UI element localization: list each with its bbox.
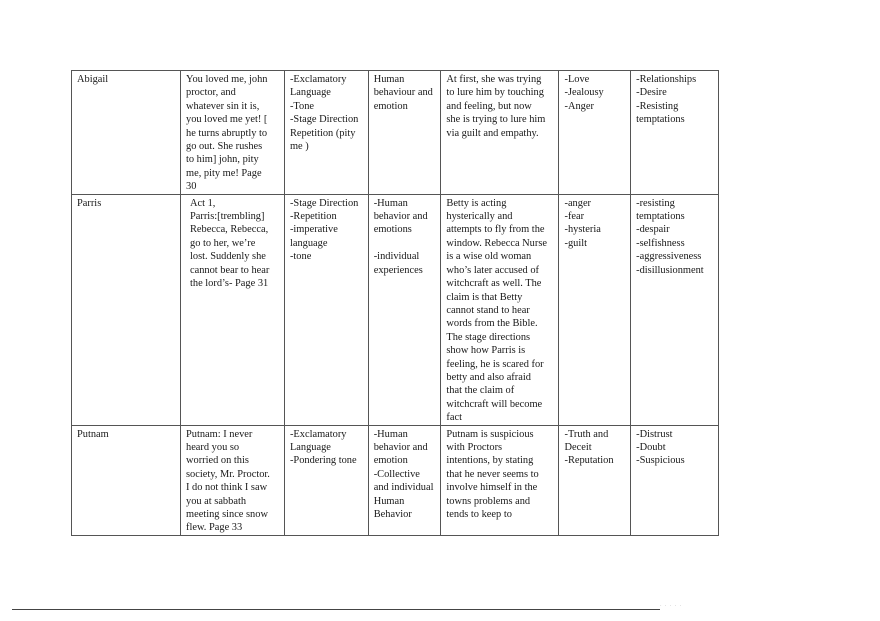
cell-text-line: witchcraft as well. The [446,278,542,290]
cell-text-line: claim is that Betty [446,291,523,303]
cell-text-line: language [289,237,328,249]
quote-cell [181,425,285,535]
cell-text-line: -anger [564,197,592,209]
cell-text-line: Human [373,74,405,85]
cell-text-line: witchcraft will become [446,398,543,410]
cell-text-line: -Love [564,74,590,85]
cell-text-line: Rebecca, Rebecca, [190,224,269,236]
quote-cell [181,194,285,425]
cell-text-line: -Suspicious [636,455,685,467]
character-name: Parris [77,197,102,209]
cell-text-line: emotion [373,100,408,112]
cell-text-line: whatever sin it is, [186,100,260,112]
cell-text-line: -Repetition [289,211,337,223]
cell-text-line: cannot bear to hear [190,264,270,276]
character-name: Putnam [77,428,109,440]
cell-text-line: that the claim of [446,385,515,397]
cell-text-line: -disillusionment [636,264,704,276]
character-cell [72,425,181,535]
cell-text-line: -imperative [289,224,338,236]
cell-text-line: and individual [373,482,434,494]
cell-text-line: -Exclamatory [289,428,347,440]
cell-text-line: The stage directions [446,331,531,343]
cell-text-line: to him] john, pity [186,154,259,166]
cell-text-line: I do not think I saw [186,482,268,494]
cell-text-line: -resisting [636,197,675,209]
cell-text-line: tends to keep to [446,509,512,520]
cell-text-line: you at sabbath [186,495,247,507]
cell-text-line: -guilt [564,237,587,249]
cell-text-line: behavior and [373,211,428,223]
cell-text-line: via guilt and empathy. [446,127,539,139]
cell-text-line: emotions [373,224,412,236]
cell-text-line: attempts to fly from the [446,224,545,236]
cell-text-line: intentions, by stating [446,455,534,467]
interpretation-cell [631,425,719,535]
cell-text-line: -tone [289,251,312,263]
cell-text-line: Act 1, [190,197,216,209]
cell-text-line: meeting since snow [186,509,268,520]
cell-text-line: -Pondering tone [289,455,357,467]
cell-text-line: -Human [373,197,408,209]
techniques-cell [284,425,368,535]
cell-text-line: 30 [186,181,197,193]
interpretation-cell [631,71,719,195]
cell-text-line: temptations [636,211,685,223]
cell-text-line: behavior and [373,441,428,453]
cell-text-line: words from the Bible. [446,318,538,330]
cell-text-line: -Stage Direction [289,114,359,126]
cell-text-line: -Stage Direction [289,197,359,209]
cell-text-line: You loved me, john [186,74,268,85]
cell-text-line: Parris:[trembling] [190,211,265,223]
cell-text-line: me ) [289,141,309,153]
cell-text-line: worried on this [186,455,249,467]
cell-text-line: Human [373,495,405,507]
themes-cell [368,194,441,425]
cell-text-line: cannot stand to hear [446,304,530,316]
footer-rule [12,609,660,610]
cell-text-line: go to her, we’re [190,237,256,249]
cell-text-line: -despair [636,224,670,236]
cell-text-line: proctor, and [186,87,236,99]
cell-text-line: lost. Suddenly she [190,251,266,263]
cell-text-line: society, Mr. Proctor. [186,468,270,480]
cell-text-line: window. Rebecca Nurse [446,237,547,249]
cell-text-line: show how Parris is [446,345,526,357]
cell-text-line: Behavior [373,509,412,520]
explanation-cell [441,71,559,195]
cell-text-line: with Proctors [446,441,503,453]
character-cell [72,194,181,425]
themes-cell [368,425,441,535]
cell-text-line: -Relationships [636,74,697,85]
cell-text-line: -fear [564,211,585,223]
emotions-cell [559,71,631,195]
techniques-cell [284,71,368,195]
emotions-cell [559,425,631,535]
cell-text-line: Language [289,441,331,453]
table-row-abigail [72,71,719,195]
cell-text-line: involve himself in the [446,482,538,494]
cell-text-line: to lure him by touching [446,87,544,99]
explanation-cell [441,194,559,425]
paragraph-gap [374,237,436,250]
cell-text-line: she is trying to lure him [446,114,546,126]
explanation-cell [441,425,559,535]
themes-group-a [374,197,436,237]
cell-text-line: -Collective [373,468,420,480]
character-analysis-table [71,70,719,536]
cell-text-line: -Truth and [564,428,609,440]
cell-text-line: that he never seems to [446,468,539,480]
cell-text-line: me, pity me! Page [186,167,262,179]
cell-text-line: experiences [373,264,423,276]
cell-text-line: emotion [373,455,408,467]
cell-text-line: -Desire [636,87,667,99]
cell-text-line: he turns abruptly to [186,127,268,139]
cell-text-line: -Resisting [636,100,679,112]
cell-text-line: Language [289,87,331,99]
cell-text-line: and feeling, but now [446,100,532,112]
cell-text-line: -Doubt [636,441,666,453]
cell-text-line: hysterically and [446,211,513,223]
cell-text-line: Putnam: I never [186,428,253,440]
interpretation-cell [631,194,719,425]
cell-text-line: -Reputation [564,455,614,467]
cell-text-line: is a wise old woman [446,251,532,263]
character-cell [72,71,181,195]
emotions-cell [559,194,631,425]
cell-text-line: At first, she was trying [446,74,542,85]
cell-text-line: Deceit [564,441,592,453]
cell-text-line: heard you so [186,441,240,453]
cell-text-line: flew. Page 33 [186,522,243,534]
cell-text-line: behaviour and [373,87,433,99]
cell-text-line: towns problems and [446,495,531,507]
cell-text-line: Putnam is suspicious [446,428,534,440]
techniques-cell [284,194,368,425]
cell-text-line: -Exclamatory [289,74,347,85]
cell-text-line: who’s later accused of [446,264,540,276]
cell-text-line: -hysteria [564,224,601,236]
cell-text-line: fact [446,412,462,424]
cell-text-line: -Anger [564,100,594,112]
cell-text-line: temptations [636,114,685,126]
footer-mark: · · · · · [660,604,683,609]
cell-text-line: the lord’s- Page 31 [190,278,269,290]
cell-text-line: -aggressiveness [636,251,702,263]
cell-text-line: -individual [373,251,420,263]
cell-text-line: Betty is acting [446,197,507,209]
cell-text-line: -selfishness [636,237,685,249]
cell-text-line: -Tone [289,100,315,112]
themes-cell [368,71,441,195]
cell-text-line: you loved me yet! [ [186,114,268,126]
table-row-putnam [72,425,719,535]
quote-cell [181,71,285,195]
cell-text-line: feeling, he is scared for [446,358,544,370]
cell-text-line: -Human [373,428,408,440]
cell-text-line: betty and also afraid [446,371,531,383]
cell-text-line: Repetition (pity [289,127,356,139]
themes-group-b [374,250,436,277]
cell-text-line: -Distrust [636,428,673,440]
table-row-parris [72,194,719,425]
cell-text-line: go out. She rushes [186,141,263,153]
character-name: Abigail [77,74,109,85]
cell-text-line: -Jealousy [564,87,604,99]
